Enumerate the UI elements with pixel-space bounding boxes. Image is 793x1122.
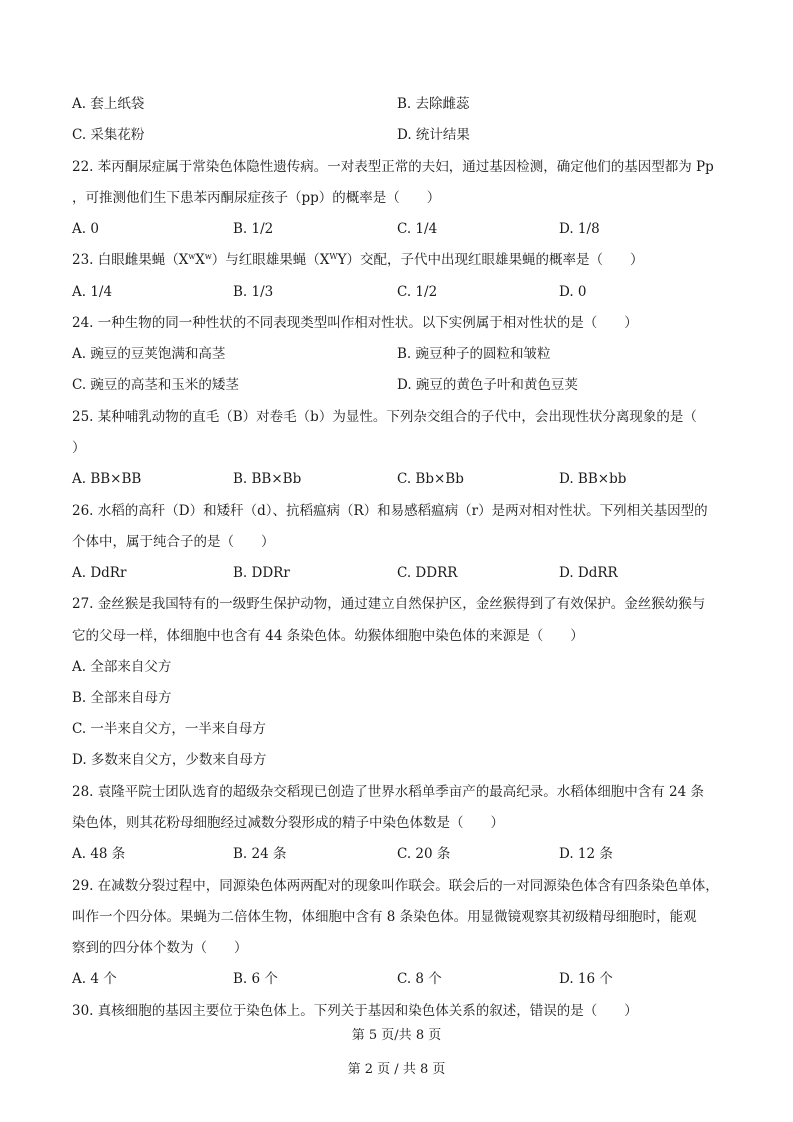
q22-option-b: B. 1/2 (233, 221, 274, 237)
q24-option-d: D. 豌豆的黄色子叶和黄色豆荚 (397, 377, 578, 393)
q25-option-a: A. BB×BB (72, 471, 142, 487)
q22-option-d: D. 1/8 (559, 221, 600, 237)
q23-text-mid1: X (195, 252, 205, 268)
q28-stem-line1: 28. 袁隆平院士团队选育的超级杂交稻现已创造了世界水稻单季亩产的最高纪录。水稻体细胞中含有 24 条 (72, 784, 705, 800)
q22-stem-line1: 22. 苯丙酮尿症属于常染色体隐性遗传病。一对表型正常的夫妇，通过基因检测，确定他们的基因型都为 Pp (72, 159, 714, 175)
q23-text-post: Y）交配，子代中出现红眼雄果蝇的概率是（ ） (337, 252, 644, 268)
q23-option-b: B. 1/3 (233, 284, 274, 300)
q21-option-d: D. 统计结果 (397, 127, 470, 143)
q25-stem-line2: ） (72, 440, 86, 456)
q26-option-d: D. DdRR (559, 565, 618, 581)
q21-option-b: B. 去除雌蕊 (397, 96, 470, 112)
q23-sup-3: W (329, 252, 338, 261)
q28-stem-line2: 染色体，则其花粉母细胞经过减数分裂形成的精子中染色体数是（ ） (72, 815, 504, 831)
q21-option-a: A. 套上纸袋 (72, 96, 145, 112)
q28-option-a: A. 48 条 (72, 846, 126, 862)
q23-text-pre: 23. 白眼雌果蝇（X (72, 252, 189, 268)
q26-option-b: B. DDRr (233, 565, 290, 581)
q28-option-d: D. 12 条 (559, 846, 613, 862)
q22-stem-line2: ，可推测他们生下患苯丙酮尿症孩子（pp）的概率是（ ） (72, 190, 441, 206)
q22-option-a: A. 0 (72, 221, 99, 237)
q23-option-a: A. 1/4 (72, 284, 113, 300)
inner-page-footer: 第 5 页/共 8 页 (351, 1028, 442, 1043)
q23-text-mid2: ）与红眼雄果蝇（X (211, 252, 330, 268)
q26-option-a: A. DdRr (72, 565, 127, 581)
q26-option-c: C. DDRR (397, 565, 458, 581)
q24-option-c: C. 豌豆的高茎和玉米的矮茎 (72, 377, 239, 393)
q21-option-c: C. 采集花粉 (72, 127, 145, 143)
q25-option-d: D. BB×bb (559, 471, 627, 487)
q29-option-d: D. 16 个 (559, 971, 613, 987)
q23-option-d: D. 0 (559, 284, 587, 300)
q25-stem-line1: 25. 某种哺乳动物的直毛（B）对卷毛（b）为显性。下列杂交组合的子代中，会出现性状分离现象的是（ (72, 409, 697, 425)
q27-option-a: A. 全部来自父方 (72, 659, 172, 675)
q27-option-b: B. 全部来自母方 (72, 690, 172, 706)
q23-sup-2: w (204, 252, 212, 261)
q23-option-c: C. 1/2 (397, 284, 438, 300)
q26-stem-line1: 26. 水稻的高秆（D）和矮秆（d）、抗稻瘟病（R）和易感稻瘟病（r）是两对相对性状。下列相关基因型的 (72, 503, 708, 519)
outer-page-footer: 第 2 页 / 共 8 页 (347, 1062, 446, 1077)
q30-stem: 30. 真核细胞的基因主要位于染色体上。下列关于基因和染色体关系的叙述，错误的是（ ） (72, 1003, 638, 1019)
q29-stem-line2: 叫作一个四分体。果蝇为二倍体生物，体细胞中含有 8 条染色体。用显微镜观察其初级精母细胞时，能观 (72, 909, 697, 925)
q26-stem-line2: 个体中，属于纯合子的是（ ） (72, 534, 275, 550)
q27-stem-line2: 它的父母一样，体细胞中也含有 44 条染色体。幼猴体细胞中染色体的来源是（ ） (72, 628, 584, 644)
q23-stem (72, 251, 644, 269)
q29-stem-line3: 察到的四分体个数为（ ） (72, 940, 248, 956)
q24-option-b: B. 豌豆种子的圆粒和皱粒 (397, 346, 551, 362)
q25-option-b: B. BB×Bb (233, 471, 302, 487)
q29-stem-line1: 29. 在减数分裂过程中，同源染色体两两配对的现象叫作联会。联会后的一对同源染色体含有四条染色单体， (72, 878, 719, 894)
q22-option-c: C. 1/4 (397, 221, 438, 237)
q27-option-c: C. 一半来自父方，一半来自母方 (72, 721, 266, 737)
q29-option-a: A. 4 个 (72, 971, 117, 987)
q27-option-d: D. 多数来自父方，少数来自母方 (72, 752, 267, 768)
q29-option-b: B. 6 个 (233, 971, 278, 987)
q27-stem-line1: 27. 金丝猴是我国特有的一级野生保护动物，通过建立自然保护区，金丝猴得到了有效保护。金丝猴幼猴与 (72, 596, 706, 612)
q24-option-a: A. 豌豆的豆荚饱满和高茎 (72, 346, 226, 362)
q23-sup-1: w (188, 252, 196, 261)
q28-option-c: C. 20 条 (397, 846, 451, 862)
q25-option-c: C. Bb×Bb (397, 471, 464, 487)
q28-option-b: B. 24 条 (233, 846, 287, 862)
q29-option-c: C. 8 个 (397, 971, 442, 987)
q24-stem: 24. 一种生物的同一种性状的不同表现类型叫作相对性状。以下实例属于相对性状的是（ ） (72, 315, 638, 331)
